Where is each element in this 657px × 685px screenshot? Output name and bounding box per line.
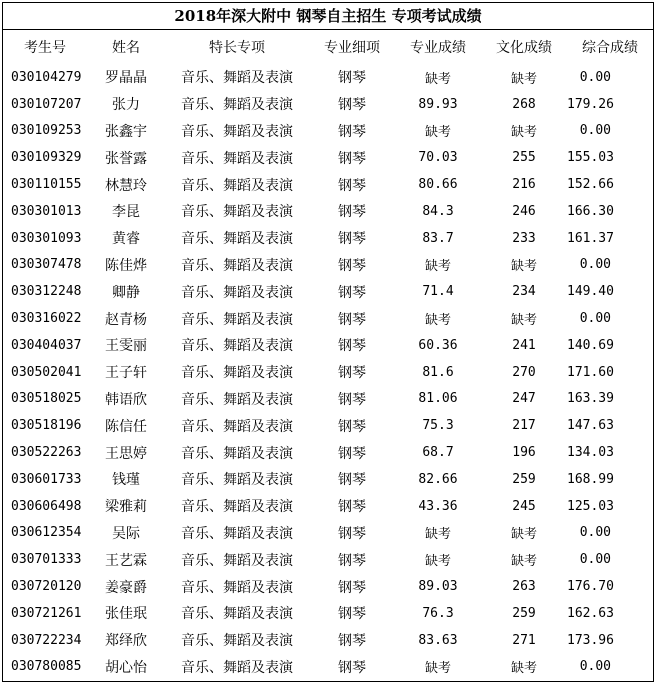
detail-cell: 钢琴: [338, 633, 366, 650]
exam-id-cell: 030780085: [11, 659, 82, 675]
name-cell: 黄睿: [112, 231, 140, 248]
table-row: [3, 305, 653, 332]
name-cell: 胡心怡: [105, 659, 147, 676]
exam-id-cell: 030301013: [11, 203, 82, 219]
culture-score-cell: 247: [512, 391, 536, 407]
name-cell: 张誉露: [105, 150, 147, 167]
table-row: [3, 573, 653, 600]
culture-score-cell: 缺考: [510, 71, 537, 87]
total-score-cell: 0.00: [579, 69, 611, 85]
name-cell: 姜豪爵: [105, 579, 147, 596]
detail-cell: 钢琴: [338, 204, 366, 221]
header-exam-id: 考生号: [24, 40, 66, 56]
pro-score-cell: 缺考: [424, 313, 451, 329]
specialty-cell: 音乐、舞蹈及表演: [181, 257, 293, 274]
table-row: [3, 546, 653, 573]
culture-score-cell: 246: [512, 203, 536, 219]
exam-id-cell: 030312248: [11, 284, 82, 300]
pro-score-cell: 71.4: [422, 284, 454, 300]
table-row: [3, 627, 653, 654]
table-body: [3, 64, 653, 680]
table-row: [3, 466, 653, 493]
exam-id-cell: 030721261: [11, 605, 82, 621]
total-score-cell: 140.69: [567, 337, 614, 353]
exam-id-cell: 030104279: [11, 69, 82, 85]
sheet-title: 2018年深大附中 钢琴自主招生 专项考试成绩: [3, 3, 653, 30]
total-score-cell: 152.66: [567, 177, 614, 193]
detail-cell: 钢琴: [338, 177, 366, 194]
pro-score-cell: 70.03: [418, 150, 458, 166]
exam-id-cell: 030720120: [11, 579, 82, 595]
culture-score-cell: 216: [512, 177, 536, 193]
detail-cell: 钢琴: [338, 231, 366, 248]
name-cell: 郑绎欣: [105, 633, 147, 650]
table-row: [3, 332, 653, 359]
total-score-cell: 0.00: [579, 525, 611, 541]
culture-score-cell: 255: [512, 150, 536, 166]
specialty-cell: 音乐、舞蹈及表演: [181, 311, 293, 328]
total-score-cell: 0.00: [579, 552, 611, 568]
total-score-cell: 179.26: [567, 96, 614, 112]
pro-score-cell: 84.3: [422, 203, 454, 219]
exam-id-cell: 030316022: [11, 311, 82, 327]
detail-cell: 钢琴: [338, 472, 366, 489]
table-row: [3, 520, 653, 547]
specialty-cell: 音乐、舞蹈及表演: [181, 391, 293, 408]
table-row: [3, 198, 653, 225]
exam-id-cell: 030601733: [11, 471, 82, 487]
total-score-cell: 149.40: [567, 284, 614, 300]
table-row: [3, 359, 653, 386]
table-row: [3, 171, 653, 198]
specialty-cell: 音乐、舞蹈及表演: [181, 606, 293, 623]
culture-score-cell: 259: [512, 471, 536, 487]
header-pro-score: 专业成绩: [410, 40, 466, 56]
exam-id-cell: 030107207: [11, 96, 82, 112]
pro-score-cell: 缺考: [424, 554, 451, 570]
header-detail: 专业细项: [324, 40, 380, 56]
total-score-cell: 0.00: [579, 659, 611, 675]
detail-cell: 钢琴: [338, 338, 366, 355]
table-row: [3, 278, 653, 305]
name-cell: 林慧玲: [105, 177, 147, 194]
specialty-cell: 音乐、舞蹈及表演: [181, 70, 293, 87]
total-score-cell: 163.39: [567, 391, 614, 407]
culture-score-cell: 缺考: [510, 313, 537, 329]
table-row: [3, 654, 653, 681]
specialty-cell: 音乐、舞蹈及表演: [181, 123, 293, 140]
name-cell: 王雯丽: [105, 338, 147, 355]
specialty-cell: 音乐、舞蹈及表演: [181, 338, 293, 355]
total-score-cell: 168.99: [567, 471, 614, 487]
name-cell: 张鑫宇: [105, 123, 147, 140]
pro-score-cell: 43.36: [418, 498, 458, 514]
pro-score-cell: 80.66: [418, 177, 458, 193]
culture-score-cell: 270: [512, 364, 536, 380]
table-row: [3, 439, 653, 466]
culture-score-cell: 234: [512, 284, 536, 300]
header-total-score: 综合成绩: [582, 40, 638, 56]
specialty-cell: 音乐、舞蹈及表演: [181, 499, 293, 516]
name-cell: 李昆: [112, 204, 140, 221]
culture-score-cell: 245: [512, 498, 536, 514]
pro-score-cell: 76.3: [422, 605, 454, 621]
total-score-cell: 0.00: [579, 311, 611, 327]
exam-id-cell: 030110155: [11, 177, 82, 193]
detail-cell: 钢琴: [338, 606, 366, 623]
header-specialty: 特长专项: [209, 40, 265, 56]
specialty-cell: 音乐、舞蹈及表演: [181, 177, 293, 194]
pro-score-cell: 83.7: [422, 230, 454, 246]
exam-id-cell: 030109253: [11, 123, 82, 139]
pro-score-cell: 缺考: [424, 661, 451, 677]
score-sheet: [2, 2, 654, 682]
culture-score-cell: 缺考: [510, 259, 537, 275]
culture-score-cell: 缺考: [510, 125, 537, 141]
culture-score-cell: 缺考: [510, 527, 537, 543]
specialty-cell: 音乐、舞蹈及表演: [181, 579, 293, 596]
specialty-cell: 音乐、舞蹈及表演: [181, 231, 293, 248]
exam-id-cell: 030701333: [11, 552, 82, 568]
culture-score-cell: 241: [512, 337, 536, 353]
table-row: [3, 91, 653, 118]
specialty-cell: 音乐、舞蹈及表演: [181, 150, 293, 167]
specialty-cell: 音乐、舞蹈及表演: [181, 97, 293, 114]
detail-cell: 钢琴: [338, 70, 366, 87]
table-row: [3, 64, 653, 91]
total-score-cell: 155.03: [567, 150, 614, 166]
detail-cell: 钢琴: [338, 418, 366, 435]
total-score-cell: 0.00: [579, 257, 611, 273]
name-cell: 张佳珉: [105, 606, 147, 623]
pro-score-cell: 60.36: [418, 337, 458, 353]
detail-cell: 钢琴: [338, 97, 366, 114]
total-score-cell: 162.63: [567, 605, 614, 621]
name-cell: 卿静: [112, 284, 140, 301]
table-row: [3, 225, 653, 252]
exam-id-cell: 030722234: [11, 632, 82, 648]
detail-cell: 钢琴: [338, 257, 366, 274]
detail-cell: 钢琴: [338, 391, 366, 408]
culture-score-cell: 缺考: [510, 661, 537, 677]
table-row: [3, 144, 653, 171]
table-row: [3, 493, 653, 520]
name-cell: 赵青杨: [105, 311, 147, 328]
name-cell: 陈佳烨: [105, 257, 147, 274]
score-table: [3, 30, 653, 680]
culture-score-cell: 缺考: [510, 554, 537, 570]
detail-cell: 钢琴: [338, 445, 366, 462]
specialty-cell: 音乐、舞蹈及表演: [181, 365, 293, 382]
total-score-cell: 171.60: [567, 364, 614, 380]
culture-score-cell: 217: [512, 418, 536, 434]
table-row: [3, 118, 653, 145]
detail-cell: 钢琴: [338, 659, 366, 676]
total-score-cell: 125.03: [567, 498, 614, 514]
detail-cell: 钢琴: [338, 365, 366, 382]
name-cell: 韩语欣: [105, 391, 147, 408]
header-row: [3, 30, 653, 64]
pro-score-cell: 89.93: [418, 96, 458, 112]
culture-score-cell: 259: [512, 605, 536, 621]
detail-cell: 钢琴: [338, 150, 366, 167]
total-score-cell: 134.03: [567, 445, 614, 461]
name-cell: 王子轩: [105, 365, 147, 382]
total-score-cell: 0.00: [579, 123, 611, 139]
exam-id-cell: 030307478: [11, 257, 82, 273]
table-row: [3, 252, 653, 279]
pro-score-cell: 缺考: [424, 71, 451, 87]
exam-id-cell: 030606498: [11, 498, 82, 514]
name-cell: 陈信任: [105, 418, 147, 435]
total-score-cell: 147.63: [567, 418, 614, 434]
detail-cell: 钢琴: [338, 311, 366, 328]
specialty-cell: 音乐、舞蹈及表演: [181, 418, 293, 435]
specialty-cell: 音乐、舞蹈及表演: [181, 525, 293, 542]
specialty-cell: 音乐、舞蹈及表演: [181, 633, 293, 650]
detail-cell: 钢琴: [338, 123, 366, 140]
specialty-cell: 音乐、舞蹈及表演: [181, 284, 293, 301]
total-score-cell: 173.96: [567, 632, 614, 648]
detail-cell: 钢琴: [338, 499, 366, 516]
pro-score-cell: 81.06: [418, 391, 458, 407]
table-row: [3, 600, 653, 627]
specialty-cell: 音乐、舞蹈及表演: [181, 445, 293, 462]
total-score-cell: 161.37: [567, 230, 614, 246]
detail-cell: 钢琴: [338, 525, 366, 542]
specialty-cell: 音乐、舞蹈及表演: [181, 472, 293, 489]
pro-score-cell: 缺考: [424, 125, 451, 141]
pro-score-cell: 83.63: [418, 632, 458, 648]
pro-score-cell: 89.03: [418, 579, 458, 595]
detail-cell: 钢琴: [338, 579, 366, 596]
pro-score-cell: 缺考: [424, 527, 451, 543]
specialty-cell: 音乐、舞蹈及表演: [181, 552, 293, 569]
name-cell: 张力: [112, 97, 140, 114]
pro-score-cell: 75.3: [422, 418, 454, 434]
header-name: 姓名: [112, 40, 140, 56]
exam-id-cell: 030502041: [11, 364, 82, 380]
culture-score-cell: 196: [512, 445, 536, 461]
total-score-cell: 166.30: [567, 203, 614, 219]
exam-id-cell: 030518196: [11, 418, 82, 434]
name-cell: 钱瑾: [112, 472, 140, 489]
specialty-cell: 音乐、舞蹈及表演: [181, 204, 293, 221]
culture-score-cell: 263: [512, 579, 536, 595]
exam-id-cell: 030301093: [11, 230, 82, 246]
exam-id-cell: 030109329: [11, 150, 82, 166]
name-cell: 王思婷: [105, 445, 147, 462]
culture-score-cell: 268: [512, 96, 536, 112]
pro-score-cell: 68.7: [422, 445, 454, 461]
detail-cell: 钢琴: [338, 552, 366, 569]
exam-id-cell: 030518025: [11, 391, 82, 407]
pro-score-cell: 缺考: [424, 259, 451, 275]
exam-id-cell: 030522263: [11, 445, 82, 461]
table-row: [3, 412, 653, 439]
table-row: [3, 386, 653, 413]
exam-id-cell: 030404037: [11, 337, 82, 353]
pro-score-cell: 82.66: [418, 471, 458, 487]
detail-cell: 钢琴: [338, 284, 366, 301]
pro-score-cell: 81.6: [422, 364, 454, 380]
name-cell: 梁雅莉: [105, 499, 147, 516]
exam-id-cell: 030612354: [11, 525, 82, 541]
culture-score-cell: 233: [512, 230, 536, 246]
header-culture-score: 文化成绩: [496, 40, 552, 56]
culture-score-cell: 271: [512, 632, 536, 648]
specialty-cell: 音乐、舞蹈及表演: [181, 659, 293, 676]
name-cell: 王艺霖: [105, 552, 147, 569]
name-cell: 吴际: [112, 525, 140, 542]
name-cell: 罗晶晶: [105, 70, 147, 87]
total-score-cell: 176.70: [567, 579, 614, 595]
